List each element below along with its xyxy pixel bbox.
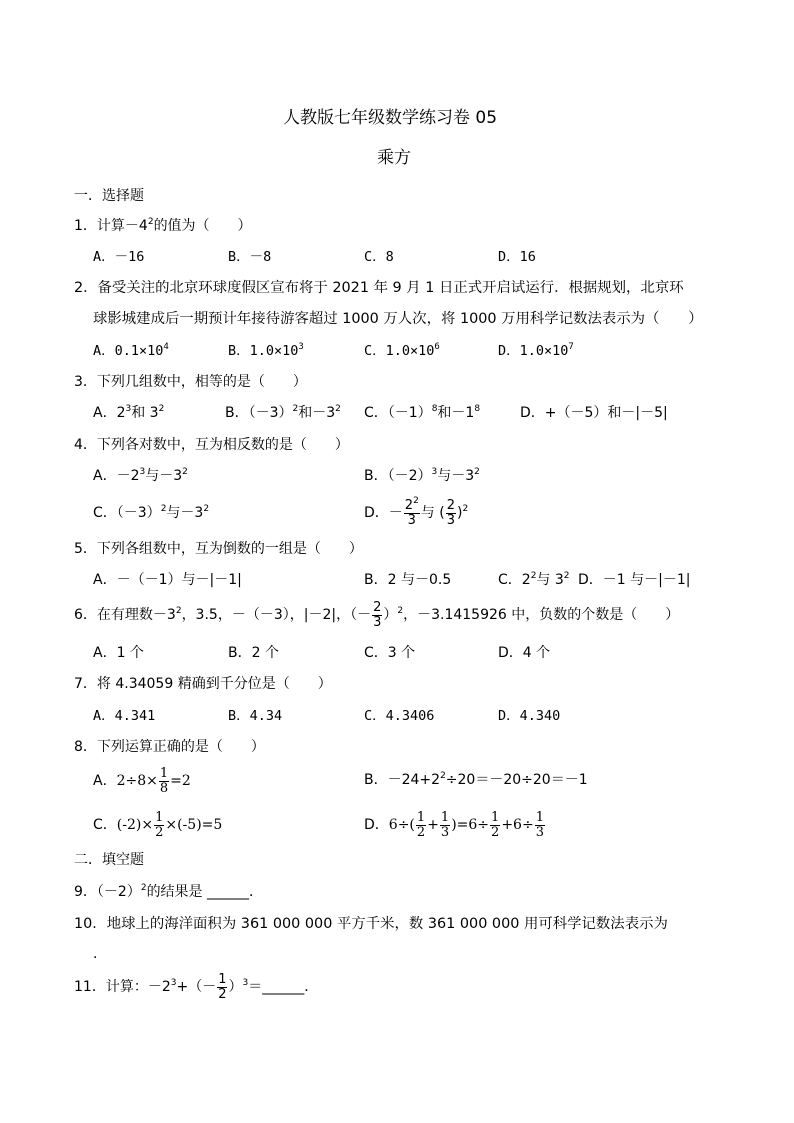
option-d <box>498 341 574 361</box>
option-text: B．（－2） <box>364 468 432 484</box>
option-a <box>93 403 164 423</box>
option-text: 和－1 <box>437 405 475 421</box>
option-c <box>93 808 222 842</box>
exponent: 2 <box>182 467 188 477</box>
option-b: B．－8 <box>228 249 272 265</box>
exponent: 2 <box>397 606 404 616</box>
numerator: 1 <box>535 809 544 825</box>
option-a: A．－16 <box>93 249 145 265</box>
exponent: 7 <box>568 342 574 352</box>
option-a <box>93 341 169 361</box>
stem-text: ，3.5，－（－3），|－2|，（－ <box>181 607 372 623</box>
exponent: 2 <box>160 504 167 514</box>
expr-text: )=6÷ <box>451 817 490 833</box>
exponent: 2 <box>563 571 570 581</box>
option-c: C．3 个 <box>364 645 416 661</box>
denominator: 2 <box>491 824 500 840</box>
option-text: C．1.0×10 <box>364 343 435 359</box>
numerator: 1 <box>440 809 450 825</box>
exponent: 3 <box>431 467 438 477</box>
stem-text: 的值为（ ） <box>153 218 252 234</box>
option-text: A．2 <box>93 405 126 421</box>
page-title: 人教版七年级数学练习卷 05 <box>283 108 498 128</box>
denominator: 2 <box>416 824 426 840</box>
option-c <box>364 341 440 361</box>
question-stem: 7．将 4.34059 精确到千分位是（ ） <box>74 676 332 692</box>
numerator: 1 <box>416 809 426 825</box>
exponent: 4 <box>163 342 169 352</box>
numerator: 2 <box>446 497 455 513</box>
denominator: 3 <box>446 512 455 528</box>
option-a: A．1 个 <box>93 645 144 661</box>
exponent: 2 <box>335 404 341 414</box>
option-d: D．4.340 <box>498 708 561 724</box>
question-stem: 3．下列几组数中，相等的是（ ） <box>74 374 307 390</box>
exponent: 8 <box>474 404 481 414</box>
numerator: 1 <box>159 765 169 781</box>
option-d: D．4 个 <box>498 645 551 661</box>
option-text: D．1.0×10 <box>498 343 569 359</box>
exponent: 2 <box>530 571 537 581</box>
option-label: D． <box>364 505 389 521</box>
exponent: 2 <box>140 883 147 893</box>
question-stem <box>74 970 318 1004</box>
exponent: 2 <box>147 217 154 227</box>
question-stem-cont: 球影城建成后一期预计年接待游客超过 1000 万人次，将 1000 万用科学记数法表示为（ ） <box>93 311 703 327</box>
denominator: 3 <box>407 512 416 528</box>
stem-text: ） <box>228 979 243 995</box>
stem-text: 11．计算：－2 <box>74 979 171 995</box>
numerator: 2 <box>404 497 414 513</box>
section-heading: 二．填空题 <box>74 852 144 868</box>
denominator: 2 <box>218 986 227 1002</box>
expr-text: ×(-5)=5 <box>165 817 223 833</box>
option-d: D．16 <box>498 249 536 265</box>
option-text: C．2 <box>498 572 531 588</box>
question-stem-cont: . <box>93 946 98 962</box>
question-stem: 10．地球上的海洋面积为 361 000 000 平方千米，数 361 000 000 用可科学记数法表示为 <box>74 916 668 932</box>
option-text: A．－2 <box>93 468 140 484</box>
option-b <box>364 770 588 790</box>
option-a <box>93 466 188 486</box>
page-subtitle: 乘方 <box>377 148 411 168</box>
expr-text: +6÷ <box>501 817 534 833</box>
minus-sign: － <box>388 505 403 521</box>
fraction <box>154 811 164 840</box>
option-text: B．（－3） <box>225 405 293 421</box>
stem-text: ＝______． <box>248 979 319 995</box>
option-text: ) <box>457 505 463 521</box>
exponent: 2 <box>203 504 210 514</box>
question-stem <box>74 216 252 236</box>
exponent: 3 <box>170 978 177 988</box>
numerator: 2 <box>373 599 382 615</box>
question-stem <box>74 598 679 632</box>
option-text: 与－3 <box>166 505 204 521</box>
fraction <box>159 767 169 796</box>
option-label: D． <box>364 817 389 833</box>
numerator: 1 <box>491 809 500 825</box>
exponent: 3 <box>242 978 249 988</box>
option-text: C．（－1） <box>364 405 432 421</box>
exponent: 2 <box>474 467 480 477</box>
option-c: C．4.3406 <box>364 708 435 724</box>
exponent: 2 <box>462 504 469 514</box>
exponent: 2 <box>158 404 165 414</box>
expr-text: =2 <box>170 773 191 789</box>
exponent: 3 <box>139 467 146 477</box>
question-stem: 5．下列各组数中，互为倒数的一组是（ ） <box>74 541 363 557</box>
exponent: 6 <box>434 342 440 352</box>
expr-text: + <box>427 817 439 833</box>
option-b <box>228 341 304 361</box>
question-stem: 4．下列各对数中，互为相反数的是（ ） <box>74 437 349 453</box>
option-label: A． <box>93 773 117 789</box>
option-text: 与－3 <box>145 468 183 484</box>
option-d <box>364 496 468 530</box>
expr-text: (-2)× <box>116 817 154 833</box>
question-stem: 8．下列运算正确的是（ ） <box>74 739 265 755</box>
stem-text: +（－ <box>176 979 217 995</box>
option-d <box>364 808 546 842</box>
stem-text: 6．在有理数－3 <box>74 607 176 623</box>
option-b: B．2 个 <box>228 645 279 661</box>
denominator: 3 <box>535 824 544 840</box>
fraction <box>404 495 420 528</box>
fraction <box>490 811 500 840</box>
exponent: 2 <box>413 495 419 506</box>
denominator: 8 <box>159 780 169 796</box>
option-a: A．4.341 <box>93 708 156 724</box>
option-text: 与 ( <box>420 505 445 521</box>
option-b: B．4.34 <box>228 708 283 724</box>
option-text: A．0.1×10 <box>93 343 164 359</box>
option-label: C． <box>93 817 117 833</box>
option-c <box>498 570 570 590</box>
fraction <box>446 499 456 528</box>
option-c <box>364 403 480 423</box>
section-heading: 一．选择题 <box>74 188 144 204</box>
question-stem <box>74 882 263 902</box>
exponent: 3 <box>298 342 304 352</box>
exponent: 3 <box>125 404 132 414</box>
fraction <box>217 973 227 1002</box>
fraction <box>416 811 426 840</box>
fraction <box>440 811 450 840</box>
option-text: 与－3 <box>437 468 475 484</box>
stem-text: ，－3.1415926 中，负数的个数是（ ） <box>403 607 680 623</box>
stem-text: 9．（－2） <box>74 884 141 900</box>
option-b <box>364 466 480 486</box>
exponent: 2 <box>175 606 182 616</box>
option-text: B．－24+2 <box>364 772 441 788</box>
exponent: 2 <box>440 771 446 781</box>
denominator: 2 <box>155 824 164 840</box>
option-a: A．－（－1）与－|－1| <box>93 572 242 588</box>
option-b <box>225 403 341 423</box>
option-b: B．2 与－0.5 <box>364 572 452 588</box>
option-a <box>93 764 191 798</box>
option-text: ÷20＝－20÷20＝－1 <box>445 772 588 788</box>
option-d: D．－1 与－|－1| <box>578 572 691 588</box>
stem-text: 1．计算－4 <box>74 218 148 234</box>
numerator: 1 <box>155 809 164 825</box>
option-text: B．1.0×10 <box>228 343 299 359</box>
expr-text: 2÷8× <box>116 773 158 789</box>
denominator: 3 <box>440 824 450 840</box>
option-c <box>93 503 209 523</box>
exponent: 8 <box>431 404 438 414</box>
option-text: 与 3 <box>536 572 564 588</box>
denominator: 3 <box>373 614 382 630</box>
numerator: 1 <box>218 971 227 987</box>
option-text: C．（－3） <box>93 505 161 521</box>
fraction <box>535 811 545 840</box>
expr-text: 6÷( <box>388 817 415 833</box>
fraction <box>372 601 382 630</box>
option-text: 和－3 <box>298 405 336 421</box>
option-text: 和 3 <box>131 405 159 421</box>
stem-text: ） <box>383 607 398 623</box>
option-c: C．8 <box>364 249 394 265</box>
exponent: 2 <box>292 404 299 414</box>
option-d: D．+（－5）和－|－5| <box>520 405 668 421</box>
question-stem: 2．备受关注的北京环球度假区宣布将于 2021 年 9 月 1 日正式开启试运行．根据规划，北京环 <box>74 280 684 296</box>
stem-text: 的结果是 ______． <box>146 884 264 900</box>
